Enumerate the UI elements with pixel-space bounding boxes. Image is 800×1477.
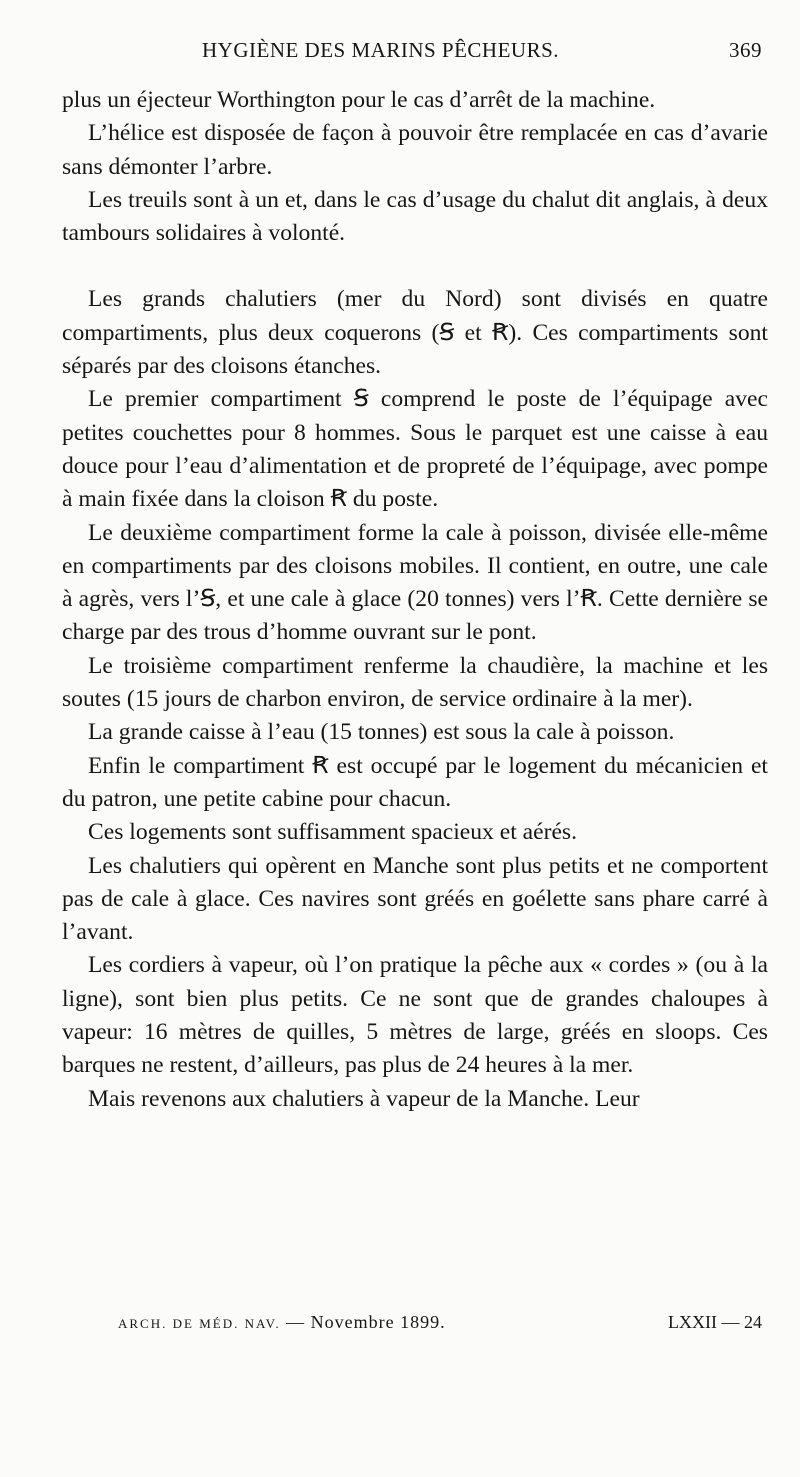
paragraph: Le troisième compartiment renferme la chaudière, la machine et les soutes (15 jours de charbon environ, de service ordinaire à la mer). — [62, 652, 768, 713]
sheet-signature: LXXII — 24 — [668, 1312, 762, 1332]
paragraph: Les cordiers à vapeur, où l’on pratique la pêche aux « cordes » (ou à la ligne), sont bien plus petits. Ce ne sont que de grandes chaloupes à vapeur: 16 mètres de quilles, 5 mètres de large, gréés en sloops. Ces barques ne restent, d’ailleurs, pas plus de 24 heures à la mer. — [62, 952, 768, 1079]
paragraph: L’hélice est disposée de façon à pouvoir être remplacée en cas d’avarie sans démonter l’arbre. — [62, 120, 768, 180]
running-title: HYGIÈNE DES MARINS PÊCHEURS. — [202, 38, 560, 62]
signature-footer — [118, 1312, 768, 1340]
paragraph: Le deuxième compartiment forme la cale à poisson, divisée elle-même en compartiments par des cloisons mobiles. Il contient, en outre, une cale à agrès, vers l’Ꞩ, et une cale à glace (20 tonnes) vers l’Ꞧ. Cette dernière se charge par des trous d’homme ouvrant sur le pont. — [62, 519, 768, 646]
paragraph: Ces logements sont suffisamment spacieux et aérés. — [88, 819, 578, 846]
body-text — [62, 84, 768, 1116]
paragraph: plus un éjecteur Worthington pour le cas d’arrêt de la machine. — [62, 87, 656, 113]
paragraph: Le premier compartiment Ꞩ comprend le poste de l’équipage avec petites couchettes pour 8 hommes. Sous le parquet est une caisse à eau douce pour l’eau d’alimentation et de propreté de l’équipage, avec pompe à main fixée dans la cloison Ꞧ du poste. — [62, 386, 768, 513]
issue-date: — Novembre 1899. — [286, 1312, 446, 1332]
page-number: 369 — [729, 38, 762, 62]
paragraph: Les chalutiers qui opèrent en Manche sont plus petits et ne comportent pas de cale à glace. Ces navires sont gréés en goélette sans phare carré à l’avant. — [62, 852, 768, 946]
paragraph: Les grands chalutiers (mer du Nord) sont divisés en quatre compartiments, plus deux coquerons (Ꞩ et Ꞧ). Ces compartiments sont séparés par des cloisons étanches. — [62, 286, 768, 380]
running-header — [62, 38, 762, 68]
paragraph: Enfin le compartiment Ꞧ est occupé par le logement du mécanicien et du patron, une petite cabine pour chacun. — [62, 752, 768, 812]
paragraph: Les treuils sont à un et, dans le cas d’usage du chalut dit anglais, à deux tambours solidaires à volonté. — [62, 186, 768, 247]
journal-abbrev: ARCH. DE MÉD. NAV. — [118, 1316, 281, 1331]
paragraph: Mais revenons aux chalutiers à vapeur de la Manche. Leur — [88, 1085, 640, 1112]
paragraph: La grande caisse à l’eau (15 tonnes) est sous la cale à poisson. — [88, 719, 675, 746]
footer-journal-line — [118, 1312, 446, 1333]
